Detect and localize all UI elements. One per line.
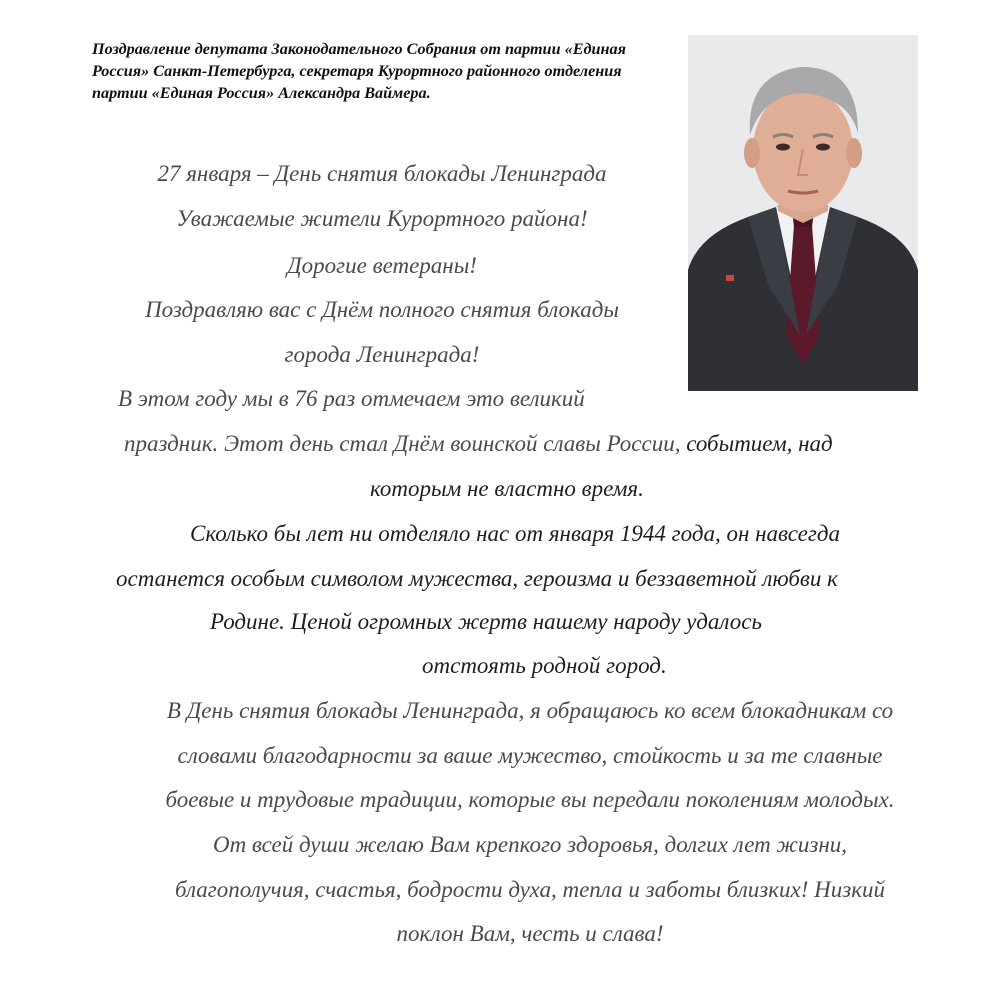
date-heading: 27 января – День снятия блокады Ленинграда (157, 161, 607, 186)
portrait-photo (688, 35, 918, 391)
paragraph-line (124, 430, 833, 458)
paragraph-line: останется особым символом мужества, героизма и беззаветной любви к (116, 566, 838, 591)
paragraph-line: Сколько бы лет ни отделяло нас от января 1944 года, он навсегда (190, 521, 840, 546)
paragraph-line: благополучия, счастья, бодрости духа, тепла и заботы близких! Низкий (175, 877, 885, 902)
paragraph-line: словами благодарности за ваше мужество, стойкость и за те славные (177, 743, 883, 768)
paragraph-line: В День снятия блокады Ленинграда, я обращаюсь ко всем блокадникам со (166, 698, 894, 723)
greeting-veterans: Дорогие ветераны! (287, 253, 477, 278)
closing-line: поклон Вам, честь и слава! (396, 921, 664, 946)
paragraph-line: В этом году мы в 76 раз отмечаем это великий (118, 386, 585, 411)
congrats-line-1: Поздравляю вас с Днём полного снятия блокады (145, 297, 619, 322)
portrait-illustration (688, 35, 918, 391)
paragraph-line: отстоять родной город. (422, 653, 667, 678)
congrats-line-2: города Ленинграда! (284, 342, 480, 367)
paragraph-line: боевые и трудовые традиции, которые вы передали поколениям молодых. (165, 787, 895, 812)
header-title: Поздравление депутата Законодательного Собрания от партии «Единая Россия» Санкт-Петербурга, секретаря Курортного районного отделения партии «Единая Россия» Александра Ваймера. (92, 40, 626, 102)
paragraph-line-part: праздник. Этот день стал Днём воинской славы России, (124, 431, 681, 456)
paragraph-line: которым не властно время. (370, 476, 644, 501)
paragraph-line-part: событием, над (686, 431, 833, 456)
greeting-residents: Уважаемые жители Курортного района! (176, 206, 588, 231)
paragraph-line: Родине. Ценой огромных жертв нашему народу удалось (210, 609, 762, 634)
paragraph-line: От всей души желаю Вам крепкого здоровья, долгих лет жизни, (212, 832, 848, 857)
